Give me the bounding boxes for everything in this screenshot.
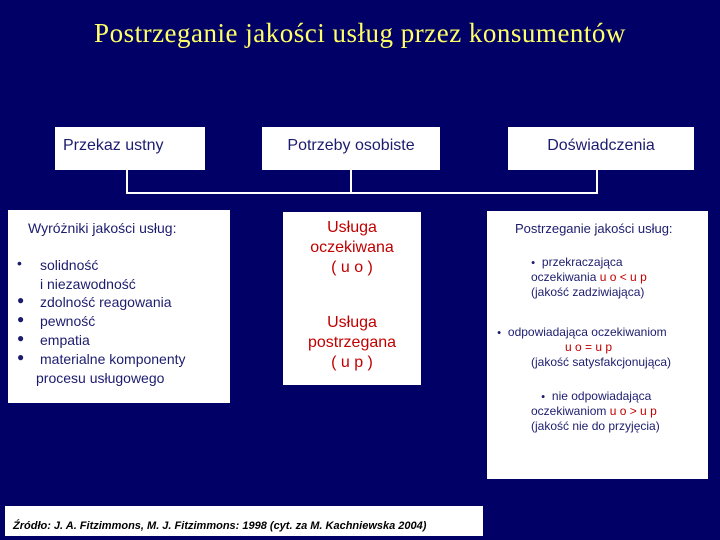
- source-box: [5, 506, 483, 536]
- potrzeby-osobiste-box: [262, 127, 440, 170]
- bullet-icon: ●: [17, 331, 25, 345]
- slide-title: Postrzeganie jakości usług przez konsumentów: [94, 18, 626, 48]
- postrzeganie-item-2: ● odpowiadająca oczekiwaniom u o = u p (jakość satysfakcjonująca): [497, 325, 672, 370]
- connector-horizontal: [126, 192, 598, 194]
- wyroznik-item: pewność: [40, 313, 96, 329]
- bullet-icon: ●: [531, 259, 536, 267]
- postrzeganie-heading: Postrzeganie jakości usług:: [515, 221, 673, 236]
- bullet-icon: ●: [17, 350, 25, 364]
- wyroznik-item: empatia: [40, 332, 90, 348]
- wyroznik-item: materialne komponenty: [40, 351, 186, 367]
- postrzeganie-box: [487, 211, 708, 479]
- relation-expression: u o < u p: [599, 270, 647, 285]
- przekaz-ustny-box: [55, 127, 205, 170]
- usluga-box: [283, 212, 421, 385]
- usluga-postrzegana-line: ( u p ): [331, 354, 373, 371]
- wyroznik-item: zdolność reagowania: [40, 294, 172, 310]
- potrzeby-osobiste-label: Potrzeby osobiste: [287, 137, 415, 154]
- wyrozniki-box: [8, 210, 230, 403]
- wyrozniki-heading: Wyróżniki jakości usług:: [28, 220, 177, 236]
- doswiadczenia-box: [508, 127, 694, 170]
- usluga-oczekiwana-line: oczekiwana: [310, 239, 394, 256]
- relation-expression: u o = u p: [565, 340, 613, 355]
- usluga-oczekiwana-line: ( u o ): [331, 259, 373, 276]
- source-citation: Źródło: J. A. Fitzimmons, M. J. Fitzimmons: 1998 (cyt. za M. Kachniewska 2004): [13, 520, 427, 532]
- usluga-postrzegana-line: Usługa: [327, 314, 377, 331]
- wyroznik-item: procesu usługowego: [36, 370, 165, 386]
- connector-mid-vertical: [350, 170, 352, 193]
- relation-expression: u o > u p: [609, 404, 657, 419]
- connector-right-vertical: [596, 170, 598, 193]
- wyroznik-item: i niezawodność: [40, 276, 136, 292]
- usluga-postrzegana-line: postrzegana: [307, 334, 397, 351]
- doswiadczenia-label: Doświadczenia: [547, 137, 655, 154]
- wyroznik-item: solidność: [40, 257, 99, 273]
- usluga-oczekiwana-line: Usługa: [327, 219, 377, 236]
- postrzeganie-item-3: ● nie odpowiadająca oczekiwaniom u o > u p (jakość nie do przyjęcia): [531, 389, 660, 434]
- bullet-icon: •: [17, 255, 22, 271]
- przekaz-ustny-label: Przekaz ustny: [63, 137, 164, 154]
- connector-left-vertical: [126, 170, 128, 193]
- bullet-icon: ●: [17, 293, 25, 307]
- bullet-icon: ●: [17, 312, 25, 326]
- usluga-oczekiwana: [283, 218, 421, 278]
- bullet-icon: ●: [497, 329, 502, 337]
- usluga-postrzegana: [283, 313, 421, 373]
- bullet-icon: ●: [541, 393, 546, 401]
- postrzeganie-item-1: ● przekraczająca oczekiwania u o < u p (jakość zadziwiająca): [531, 255, 647, 300]
